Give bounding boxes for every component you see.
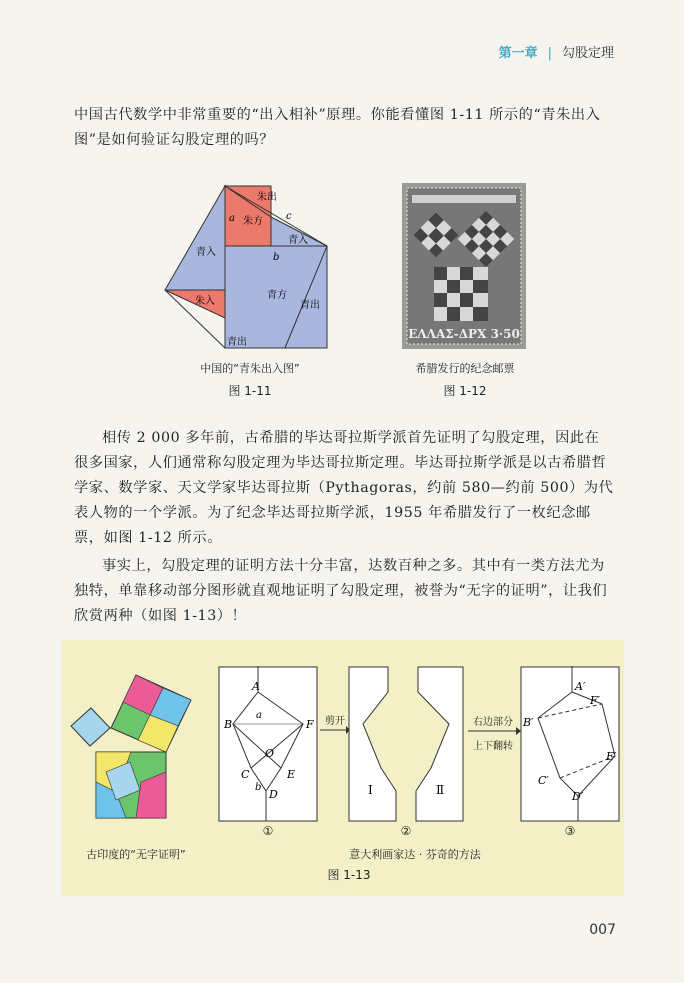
davinci-panel-3 [520, 666, 620, 822]
label-A-prime: A′ [575, 680, 586, 693]
stamp-checker-bottom [434, 267, 488, 321]
label-C: C [241, 768, 250, 781]
paragraph-proofs: 事实上，勾股定理的证明方法十分丰富，达数百种之多。其中有一类方法尤为独特，单靠移动部分图形就直观地证明了勾股定理，被誉为“无字的证明”，让我们欣赏两种（如图 1-13）！ [74, 558, 608, 624]
fig11-number: 图 1-11 [228, 384, 272, 398]
label-a-small: a [256, 710, 262, 721]
label-zhufang: 朱方 [243, 216, 263, 227]
label-qingchu-right: 青出 [300, 300, 320, 311]
fig13-caption-left: 古印度的“无字证明” [86, 848, 186, 861]
label-qingfang: 青方 [267, 290, 287, 301]
fig12-caption: 希腊发行的纪念邮票 [415, 362, 515, 375]
label-F-prime: F′ [590, 694, 601, 707]
piece-II-label: Ⅱ [436, 783, 445, 797]
label-qingru-top: 青入 [288, 235, 308, 246]
panel-number-3: ③ [564, 824, 576, 838]
label-qingchu-bottom: 青出 [227, 337, 247, 348]
small-square [71, 708, 110, 746]
davinci-panel-1 [218, 666, 318, 822]
label-D: D [269, 788, 278, 801]
label-qingru-left: 青入 [196, 247, 216, 258]
label-D-prime: D′ [572, 790, 584, 803]
label-a: a [229, 213, 235, 224]
piece-I-label: I [368, 783, 373, 797]
label-E-prime: E′ [606, 750, 617, 763]
label-c: c [286, 211, 292, 222]
label-zhuchu: 朱出 [257, 192, 277, 203]
davinci-panel-2 [348, 666, 464, 822]
arrow-flip [466, 726, 522, 736]
label-b-small: b [255, 782, 262, 793]
arrow-flip-label-top: 右边部分 [473, 717, 513, 728]
stamp-text: ΕΛΛΑΣ-ΔΡΧ 3·50 [408, 327, 520, 341]
label-B: B [224, 718, 233, 731]
fig13-caption-right: 意大利画家达 · 芬奇的方法 [349, 848, 481, 861]
piece-I [349, 667, 396, 821]
panel-number-2: ② [400, 824, 412, 838]
running-header [499, 42, 614, 61]
panel-number-1: ① [262, 824, 274, 838]
label-B-prime: B′ [523, 716, 534, 729]
header-separator: | [547, 46, 552, 61]
label-b: b [273, 252, 280, 263]
figure-1-12-stamp [402, 183, 526, 349]
paragraph-pythagoras: 相传 2 000 多年前，古希腊的毕达哥拉斯学派首先证明了勾股定理，因此在很多国家，人们通常称勾股定理为毕达哥拉斯定理。毕达哥拉斯学派是以古希腊哲学家、数学家、天文学家毕达哥拉斯（Pythagoras，约前 580—约前 500）为代表人物的一个学派。为了纪念毕达哥拉斯学派，1955 年希腊发行了一枚纪念邮票，如图 1-12 所示。 [74, 430, 614, 546]
figure-1-11-qingzhu-diagram [160, 183, 336, 351]
label-F: F [306, 718, 314, 731]
label-O: O [265, 747, 275, 760]
indian-proof-figure [66, 672, 202, 822]
fig11-caption: 中国的“青朱出入图” [200, 362, 300, 375]
paragraph-intro: 中国古代数学中非常重要的“出入相补”原理。你能看懂图 1-11 所示的“青朱出入图”是如何验证勾股定理的吗？ [74, 107, 601, 148]
fig12-number: 图 1-12 [443, 384, 487, 398]
qingru-left [165, 186, 225, 290]
arrow-cut-label: 剪开 [325, 716, 345, 727]
page-number: 007 [589, 922, 616, 938]
chapter-title: 勾股定理 [561, 46, 614, 61]
arrow-flip-label-bottom: 上下翻转 [473, 741, 513, 752]
label-C-prime: C′ [538, 774, 549, 787]
chapter-label: 第一章 [498, 46, 538, 61]
label-A: A [252, 680, 260, 693]
piece-II [416, 667, 463, 821]
label-zhuru: 朱入 [195, 296, 215, 307]
fig13-number: 图 1-13 [327, 868, 371, 882]
label-E: E [287, 768, 296, 781]
